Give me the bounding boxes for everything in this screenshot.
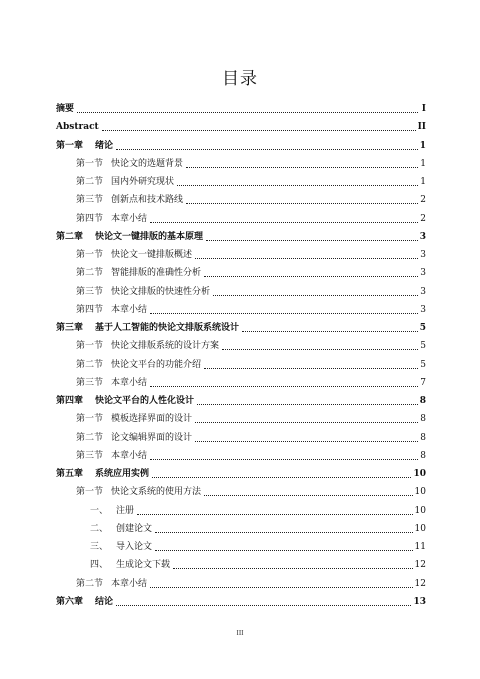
toc-entry-title: 快论文系统的使用方法 [111, 487, 202, 498]
toc-entry-page: 8 [419, 396, 426, 406]
toc-entry[interactable] [56, 101, 426, 115]
toc-entry[interactable] [56, 320, 426, 334]
toc-entry[interactable] [56, 466, 426, 480]
toc-dot-leader [150, 450, 418, 460]
toc-entry[interactable] [76, 375, 426, 389]
toc-entry-number: 第三节 [76, 450, 104, 461]
toc-entry[interactable] [56, 119, 426, 133]
toc-entry-title: 系统应用实例 [95, 469, 150, 479]
toc-entry-title: 本章小结 [111, 578, 148, 589]
toc-entry-number: 二、 [90, 523, 109, 534]
toc-entry[interactable] [76, 174, 426, 188]
toc-entry-number: 第五章 [56, 469, 84, 479]
toc-dot-leader [155, 523, 413, 533]
toc-entry-number: 第一节 [76, 487, 104, 498]
toc-dot-leader [116, 140, 418, 150]
toc-entry[interactable] [76, 411, 426, 425]
toc-entry-page: 3 [419, 231, 426, 242]
toc-entry[interactable] [76, 448, 426, 462]
toc-entry-page: 12 [414, 578, 426, 589]
toc-entry-title: 快论文排版系统的设计方案 [111, 341, 220, 352]
page-title: 目录 [222, 69, 258, 89]
toc-entry[interactable] [76, 430, 426, 444]
toc-entry[interactable] [90, 521, 426, 535]
toc-entry[interactable] [56, 138, 426, 152]
toc-entry[interactable] [56, 594, 426, 608]
toc-entry[interactable] [76, 357, 426, 371]
toc-entry-page: I [421, 104, 426, 114]
toc-entry-number: 第二节 [76, 578, 104, 589]
toc-entry-title: 结论 [95, 596, 114, 607]
toc-entry-number: 第三节 [76, 286, 104, 297]
toc-entry[interactable] [76, 265, 426, 279]
toc-entry-title: 论文编辑界面的设计 [111, 432, 193, 443]
toc-entry-title: 生成论文下载 [116, 560, 171, 571]
toc-dot-leader [195, 413, 418, 423]
toc-dot-leader [242, 322, 418, 332]
toc-entry-page: 3 [420, 286, 426, 297]
toc-entry-number: 第二节 [76, 359, 104, 370]
toc-dot-leader [150, 304, 418, 314]
toc-dot-leader [222, 340, 418, 350]
toc-entry[interactable] [76, 211, 426, 225]
toc-entry-page: 7 [420, 377, 426, 388]
toc-entry-number: 第一节 [76, 414, 104, 425]
toc-entry-number: 第一节 [76, 341, 104, 352]
toc-entry-title: 本章小结 [111, 304, 148, 315]
toc-entry-page: 3 [420, 304, 426, 315]
toc-dot-leader [186, 194, 418, 204]
toc-entry-number: 第一章 [56, 140, 84, 151]
toc-entry-page: II [417, 122, 426, 133]
toc-entry-title: 快论文排版的快速性分析 [111, 286, 211, 297]
toc-dot-leader [150, 578, 413, 588]
toc-dot-leader [195, 432, 418, 442]
toc-entry-title: 快论文一键排版的基本原理 [95, 231, 204, 242]
page-number-footer: III [236, 629, 244, 637]
toc-dot-leader [204, 267, 418, 277]
toc-entry[interactable] [56, 229, 426, 243]
toc-dot-leader [177, 176, 418, 186]
toc-entry-number: 一、 [90, 505, 109, 516]
toc-entry[interactable] [90, 557, 426, 571]
toc-entry-page: 10 [413, 469, 426, 479]
toc-entry-number: 第三节 [76, 377, 104, 388]
toc-entry-title: 快论文一键排版概述 [111, 250, 193, 260]
toc-entry-page: 2 [420, 213, 426, 224]
toc-dot-leader [204, 486, 413, 496]
toc-entry[interactable] [90, 503, 426, 517]
toc-dot-leader [197, 395, 418, 405]
toc-dot-leader [77, 103, 418, 113]
toc-entry-title: 国内外研究现状 [111, 177, 175, 187]
toc-entry-title: 创新点和技术路线 [111, 195, 184, 206]
toc-entry-number: 第四章 [56, 396, 84, 406]
toc-entry[interactable] [56, 393, 426, 407]
toc-entry-number: 四、 [90, 560, 109, 571]
toc-entry-title: 本章小结 [111, 377, 148, 388]
toc-entry-title: 导入论文 [116, 542, 153, 552]
toc-dot-leader [173, 559, 413, 569]
toc-entry-title: 注册 [116, 505, 135, 516]
toc-entry-page: 8 [420, 450, 426, 461]
toc-entry[interactable] [76, 338, 426, 352]
toc-entry-title: 本章小结 [111, 213, 148, 224]
toc-entry[interactable] [76, 192, 426, 206]
toc-entry-page: 2 [420, 195, 426, 206]
toc-dot-leader [102, 121, 416, 131]
toc-entry-page: 13 [413, 596, 426, 607]
toc-dot-leader [137, 505, 413, 515]
toc-entry-page: 10 [414, 523, 426, 534]
toc-entry-number: 第六章 [56, 596, 84, 607]
toc-entry-number: 第一节 [76, 250, 104, 260]
toc-entry-title: 绪论 [95, 140, 114, 151]
toc-entry-title: 模板选择界面的设计 [111, 414, 193, 425]
toc-entry[interactable] [76, 576, 426, 590]
toc-dot-leader [186, 158, 418, 168]
toc-entry-number: 第二节 [76, 177, 104, 187]
toc-dot-leader [116, 596, 411, 606]
toc-entry-page: 1 [420, 158, 426, 169]
toc-entry-page: 10 [414, 505, 426, 516]
toc-entry-page: 8 [420, 432, 426, 443]
toc-entry-title: 本章小结 [111, 450, 148, 461]
toc-dot-leader [150, 377, 418, 387]
toc-entry-page: 3 [420, 250, 426, 260]
toc-entry-page: 10 [414, 487, 426, 498]
toc-entry-page: 5 [420, 341, 426, 352]
toc-entry-title: 快论文平台的功能介绍 [111, 359, 202, 370]
toc-entry-title: 摘要 [56, 104, 75, 114]
toc-entry-page: 11 [414, 542, 426, 552]
toc-dot-leader [150, 213, 418, 223]
toc-entry-number: 第三章 [56, 323, 84, 333]
toc-entry-page: 5 [419, 323, 426, 333]
toc-entry-number: 第四节 [76, 213, 104, 224]
toc-dot-leader [152, 468, 411, 478]
toc-entry-page: 12 [414, 560, 426, 571]
toc-entry[interactable] [76, 156, 426, 170]
toc-entry-page: 5 [420, 359, 426, 370]
toc-dot-leader [155, 541, 413, 551]
toc-dot-leader [206, 231, 418, 241]
toc-entry-number: 第一节 [76, 158, 104, 169]
toc-entry[interactable] [76, 284, 426, 298]
toc-entry-title: 快论文的选题背景 [111, 158, 184, 169]
toc-entry-number: 第二节 [76, 432, 104, 443]
toc-entry-title: 创建论文 [116, 523, 153, 534]
toc-entry-number: 第二章 [56, 231, 84, 242]
toc-dot-leader [195, 249, 418, 259]
toc-entry-number: 第三节 [76, 195, 104, 206]
toc-entry-title: Abstract [56, 122, 99, 133]
toc-dot-leader [213, 286, 418, 296]
toc-entry-page: 1 [420, 177, 426, 187]
toc-entry-page: 1 [419, 140, 426, 151]
toc-entry-page: 8 [420, 414, 426, 425]
toc-dot-leader [204, 359, 418, 369]
toc-entry[interactable] [76, 247, 426, 261]
toc-entry-title: 快论文平台的人性化设计 [95, 396, 195, 406]
toc-entry-page: 3 [420, 268, 426, 279]
toc-entry[interactable] [90, 539, 426, 553]
toc-entry[interactable] [76, 302, 426, 316]
toc-entry-number: 第四节 [76, 304, 104, 315]
toc-entry-title: 智能排版的准确性分析 [111, 268, 202, 279]
toc-entry-title: 基于人工智能的快论文排版系统设计 [95, 323, 240, 333]
toc-entry-number: 三、 [90, 542, 109, 552]
toc-entry[interactable] [76, 484, 426, 498]
toc-entry-number: 第二节 [76, 268, 104, 279]
